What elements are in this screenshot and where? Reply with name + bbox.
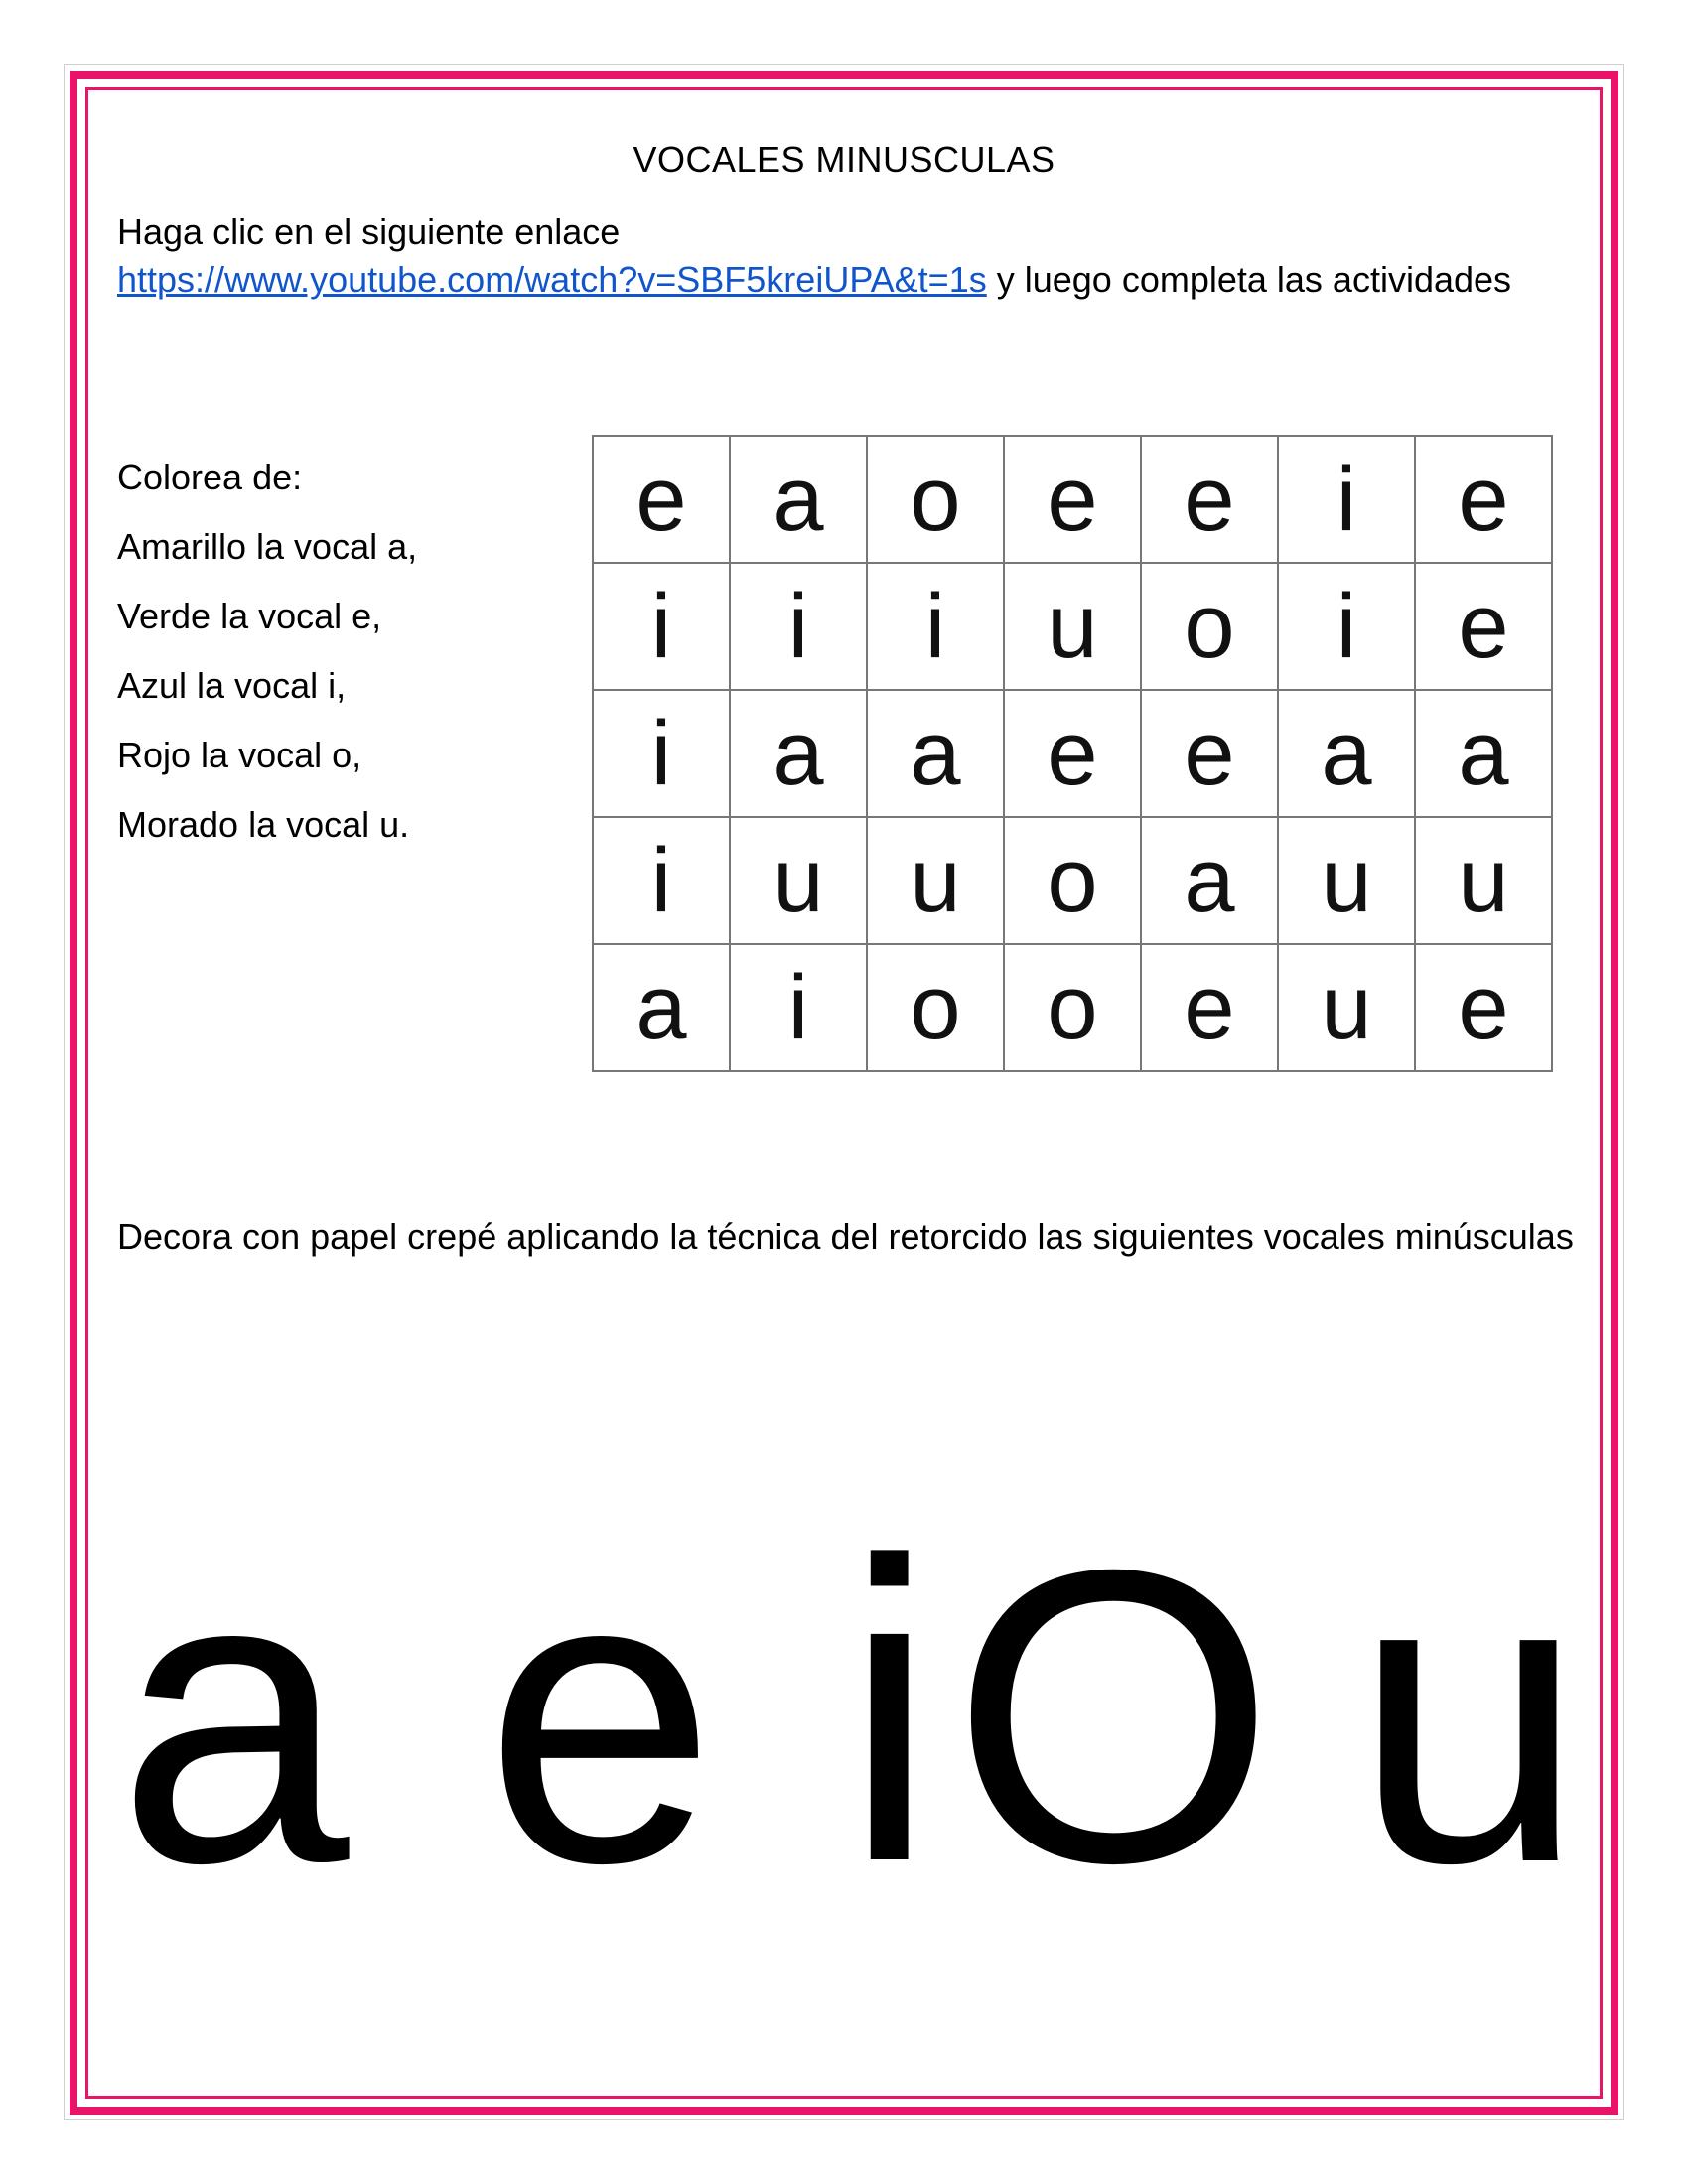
grid-cell: i — [1278, 563, 1415, 690]
grid-cell: e — [593, 436, 730, 563]
grid-row — [593, 563, 1552, 690]
instruction-i: Azul la vocal i, — [117, 665, 347, 706]
grid-cell: u — [730, 817, 867, 944]
grid-cell: a — [1278, 690, 1415, 817]
grid-cell: e — [1415, 944, 1552, 1071]
page-title: VOCALES MINUSCULAS — [633, 139, 1055, 180]
grid-row — [593, 817, 1552, 944]
grid-cell: e — [1141, 436, 1278, 563]
grid-cell: e — [1415, 436, 1552, 563]
grid-cell: u — [1278, 944, 1415, 1071]
grid-cell: u — [867, 817, 1004, 944]
big-vowel-e: e — [485, 1484, 717, 1950]
grid-cell: e — [1004, 690, 1141, 817]
grid-cell: i — [730, 563, 867, 690]
instruction-u: Morado la vocal u. — [117, 804, 410, 845]
grid-cell: e — [1141, 690, 1278, 817]
grid-cell: u — [1415, 817, 1552, 944]
intro-text: Haga clic en el siguiente enlace — [117, 211, 621, 252]
grid-cell: a — [1141, 817, 1278, 944]
grid-cell: i — [867, 563, 1004, 690]
grid-cell: a — [867, 690, 1004, 817]
instruction-heading: Colorea de: — [117, 457, 303, 497]
coloring-instructions — [117, 443, 574, 860]
instruction-o: Rojo la vocal o, — [117, 735, 362, 775]
instruction-a: Amarillo la vocal a, — [117, 526, 418, 567]
big-vowel-a: a — [117, 1484, 350, 1950]
grid-cell: o — [1004, 817, 1141, 944]
grid-row — [593, 690, 1552, 817]
grid-cell: u — [1278, 817, 1415, 944]
grid-cell: i — [593, 690, 730, 817]
grid-cell: a — [730, 436, 867, 563]
vowel-grid — [592, 435, 1553, 1072]
grid-cell: i — [593, 817, 730, 944]
grid-cell: o — [867, 436, 1004, 563]
decora-instruction: Decora con papel crepé aplicando la técnica del retorcido las siguientes vocales minúsculas — [117, 1216, 1574, 1257]
grid-cell: a — [593, 944, 730, 1071]
grid-cell: i — [593, 563, 730, 690]
grid-cell: a — [1415, 690, 1552, 817]
grid-cell: e — [1004, 436, 1141, 563]
grid-cell: o — [867, 944, 1004, 1071]
youtube-link[interactable]: https://www.youtube.com/watch?v=SBF5kreiUPA&t=1s — [117, 259, 987, 300]
grid-cell: o — [1004, 944, 1141, 1071]
grid-cell: e — [1141, 944, 1278, 1071]
grid-cell: a — [730, 690, 867, 817]
grid-cell: i — [1278, 436, 1415, 563]
big-vowel-u: u — [1353, 1484, 1586, 1950]
big-vowel-i: i — [842, 1474, 937, 1951]
big-vowel-o: O — [951, 1484, 1276, 1950]
grid-row — [593, 436, 1552, 563]
grid-cell: u — [1004, 563, 1141, 690]
intro-text-after: y luego completa las actividades — [986, 259, 1512, 300]
grid-cell: o — [1141, 563, 1278, 690]
big-vowels — [117, 1469, 1607, 1951]
grid-row — [593, 944, 1552, 1071]
instruction-e: Verde la vocal e, — [117, 596, 382, 636]
grid-cell: i — [730, 944, 867, 1071]
intro-paragraph — [117, 208, 1547, 304]
grid-cell: e — [1415, 563, 1552, 690]
